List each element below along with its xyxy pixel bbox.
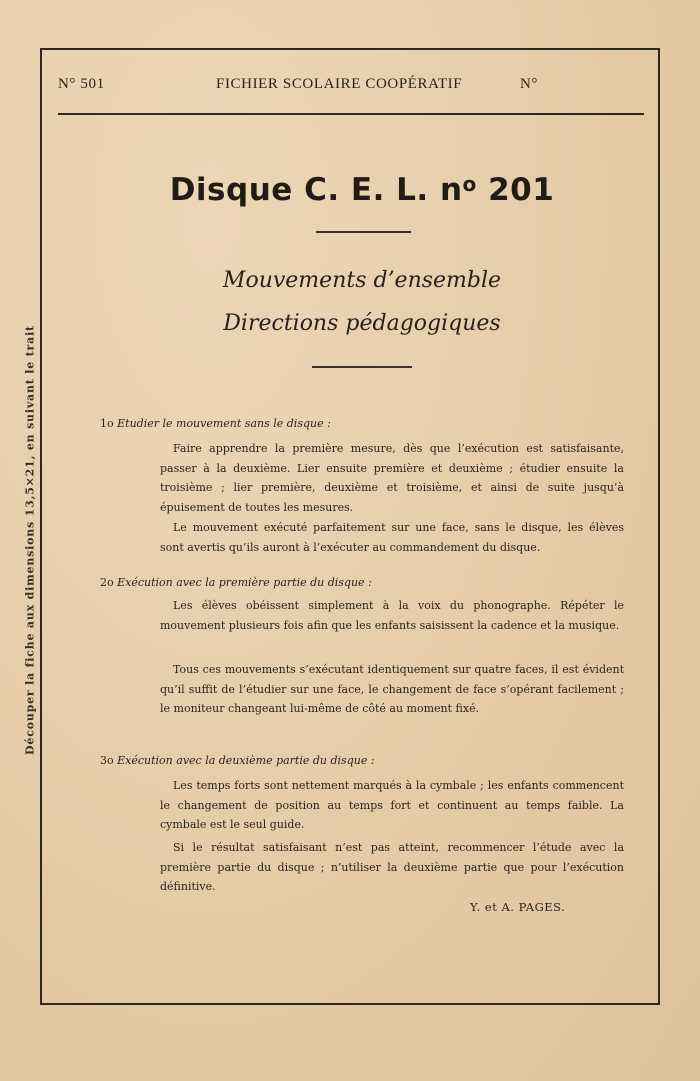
card-number-blank: N° bbox=[520, 76, 539, 92]
section-2-title: Exécution avec la première partie du disque : bbox=[117, 576, 372, 589]
section-2-heading bbox=[100, 576, 630, 589]
section-3-title: Exécution avec la deuxième partie du disque : bbox=[117, 754, 375, 767]
card-number: N° 501 bbox=[58, 76, 105, 92]
signature: Y. et A. PAGES. bbox=[470, 900, 566, 914]
section-1-number: 1o bbox=[100, 417, 114, 430]
title-divider bbox=[316, 231, 411, 233]
section-3-paragraph-1: Les temps forts sont nettement marqués à la cymbale ; les enfants commencent le changement de position au temps fort et continuent au temps faible. La cymbale est le seul guide. bbox=[160, 779, 624, 831]
header-rule bbox=[58, 113, 644, 115]
header-title: FICHIER SCOLAIRE COOPÉRATIF bbox=[216, 76, 463, 92]
subtitle-line-2: Directions pédagogiques bbox=[223, 311, 501, 336]
cutting-instruction: Découper la fiche aux dimensions 13,5×21, en suivant le trait bbox=[23, 325, 37, 755]
section-2-paragraph-2: Tous ces mouvements s’exécutant identiquement sur quatre faces, il est évident qu’il suffit de l’étudier sur une face, le changement de face s’opérant facilement ; le moniteur changeant lui-même de côté au moment fixé. bbox=[160, 663, 624, 715]
section-1-paragraph-1: Faire apprendre la première mesure, dès que l’exécution est satisfaisante, passer à la deuxième. Lier ensuite première et deuxième ; étudier ensuite la troisième ; lier première, deuxième et troisième, et ainsi de suite jusqu’à épuisement de toutes les mesures. bbox=[160, 442, 624, 514]
section-1-title: Etudier le mouvement sans le disque : bbox=[117, 417, 331, 430]
section-1-heading bbox=[100, 417, 630, 430]
title-main: Disque C. E. L. n bbox=[169, 172, 463, 208]
section-1-paragraph-2: Le mouvement exécuté parfaitement sur une face, sans le disque, les élèves sont avertis qu’ils auront à l’exécuter au commandement du disque. bbox=[160, 521, 624, 554]
subtitle-divider bbox=[312, 366, 412, 368]
title-number: 201 bbox=[476, 172, 555, 208]
title-superscript: o bbox=[462, 172, 477, 196]
section-2-paragraph-1: Les élèves obéissent simplement à la voix du phonographe. Répéter le mouvement plusieurs fois afin que les enfants saisissent la cadence et la musique. bbox=[160, 599, 624, 632]
section-3-paragraph-2: Si le résultat satisfaisant n’est pas atteint, recommencer l’étude avec la première partie du disque ; n’utiliser la deuxième partie que pour l’exécution définitive. bbox=[160, 841, 624, 893]
section-2-number: 2o bbox=[100, 576, 114, 589]
section-3-number: 3o bbox=[100, 754, 114, 767]
page-title bbox=[0, 172, 700, 208]
header bbox=[58, 76, 644, 96]
section-3-heading bbox=[100, 754, 630, 767]
subtitle-line-1: Mouvements d’ensemble bbox=[222, 268, 502, 293]
